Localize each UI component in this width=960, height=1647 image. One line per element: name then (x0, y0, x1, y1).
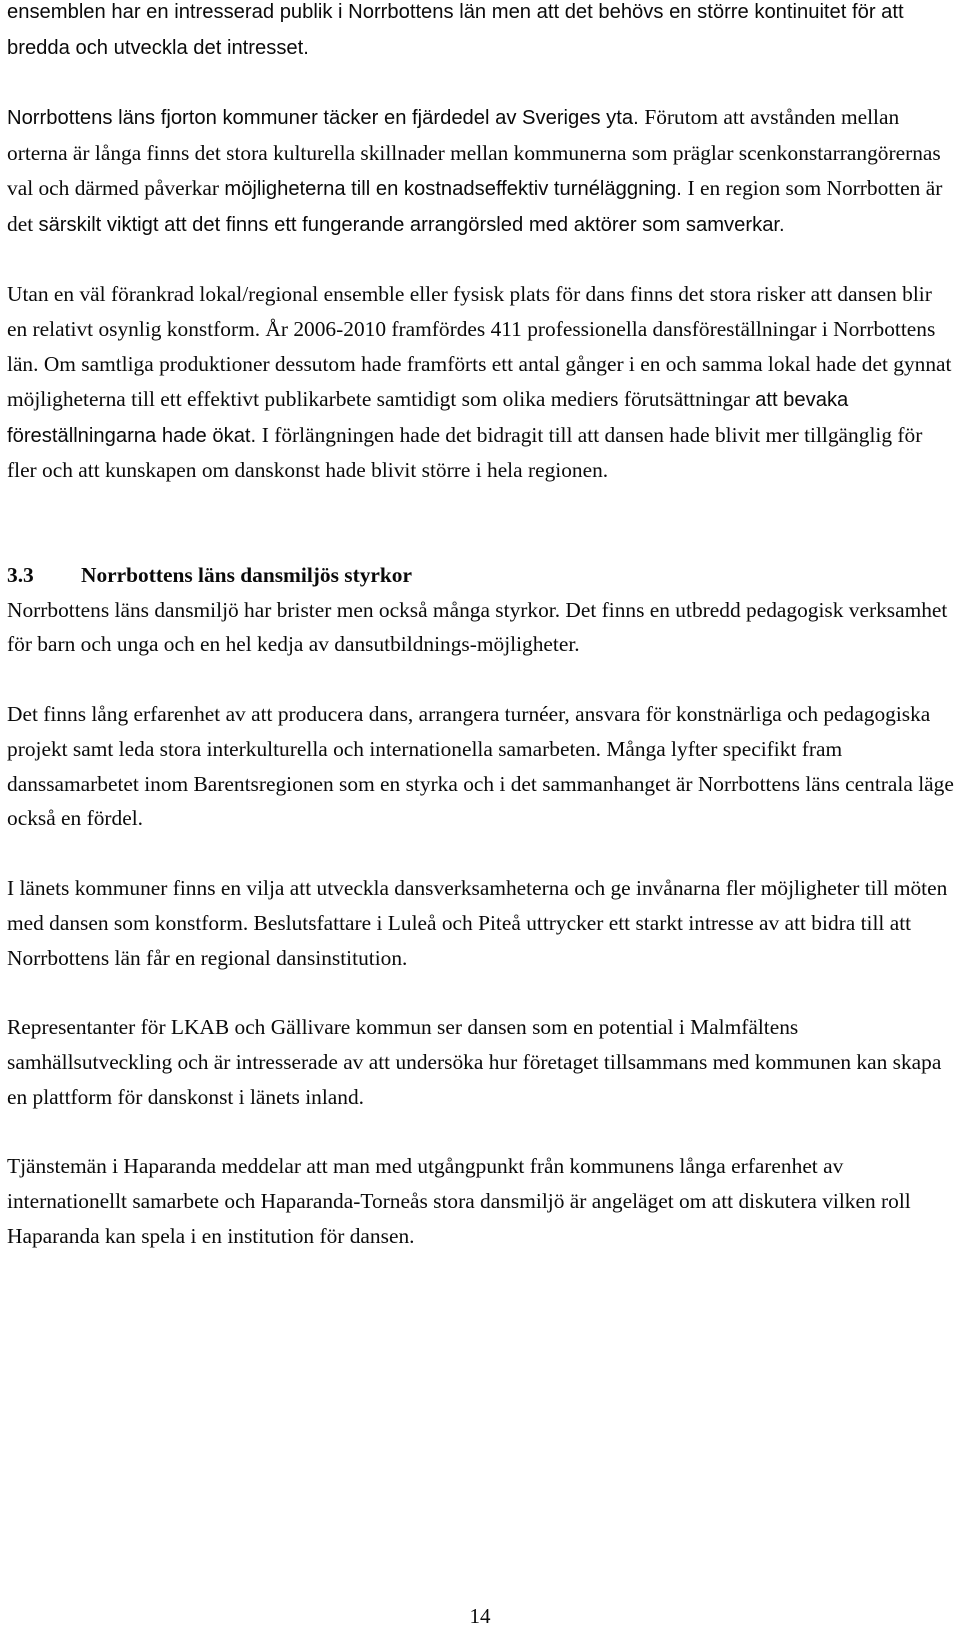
paragraph-local-ensemble (7, 277, 955, 488)
paragraph-geography (7, 100, 955, 242)
paragraph-text: möjligheterna till en kostnadseffektiv turnéläggning. (224, 177, 688, 200)
paragraph-text: Utan en väl förankrad lokal/regional ensemble eller fysisk plats för dans finns det stora risker att dansen blir en relativt osynlig konstform. År 2006-2010 framfördes 411 professionella dansföreställningar i Norrbottens län. Om samtliga produktioner dessutom hade framförts ett antal gånger i en och samma lokal hade det gynnat möjligheterna till ett effektivt publikarbete samtidigt som olika mediers förutsättningar (7, 282, 952, 411)
page-number: 14 (469, 1604, 491, 1628)
paragraph-text: att bevaka föreställningarna hade ökat. (7, 388, 849, 447)
paragraph-experience (7, 697, 955, 836)
paragraph-strengths-intro (7, 593, 955, 663)
paragraph-text: I förlängningen hade det bidragit till att dansen hade blivit mer tillgänglig för fler och att kunskapen om danskonst hade blivit större i hela regionen. (7, 422, 923, 483)
section-title: Norrbottens läns dansmiljös styrkor (81, 562, 412, 587)
paragraph-text: särskilt viktigt att det finns ett fungerande arrangörsled med aktörer som samverkar. (38, 213, 785, 236)
paragraph-municipal-will (7, 871, 955, 975)
paragraph-text: Representanter för LKAB och Gällivare kommun ser dansen som en potential i Malmfältens samhällsutveckling och är intresserade av att undersöka hur företaget tillsammans med kommunen kan skapa en plattform för danskonst i länets inland. (7, 1015, 942, 1109)
section-number: 3.3 (7, 562, 34, 587)
paragraph-ensemble-continuity (7, 0, 955, 66)
paragraph-haparanda (7, 1149, 955, 1253)
paragraph-text: Förutom att avstånden mellan orterna är långa finns det stora kulturella skillnader mellan kommunerna som präglar scenkonstarrangörernas val och därmed påverkar (7, 105, 941, 200)
paragraph-text: I en region som Norrbotten är det (7, 175, 943, 236)
paragraph-lkab-gallivare (7, 1010, 955, 1114)
section-heading (7, 558, 955, 593)
paragraph-text: I länets kommuner finns en vilja att utveckla dansverksamheterna och ge invånarna fler möjligheter till möten med dansen som konstform. Beslutsfattare i Luleå och Piteå uttrycker ett starkt intresse av att bidra till att Norrbottens län får en regional dansinstitution. (7, 875, 948, 970)
paragraph-text: Det finns lång erfarenhet av att producera dans, arrangera turnéer, ansvara för konstnärliga och pedagogiska projekt samt leda stora interkulturella och internationella samarbeten. Många lyfter specifikt fram danssamarbetet inom Barentsregionen som en styrka och i det sammanhanget är Norrbottens läns centrala läge också en fördel. (7, 701, 954, 831)
document-page (7, 0, 955, 1288)
paragraph-text: Tjänstemän i Haparanda meddelar att man med utgångpunkt från kommunens långa erfarenhet av internationellt samarbete och Haparanda-Torneås stora dansmiljö är angeläget om att diskutera vilken roll Haparanda kan spela i en institution för dansen. (7, 1154, 911, 1248)
paragraph-text: Norrbottens läns dansmiljö har brister men också många styrkor. Det finns en utbredd pedagogisk verksamhet för barn och unga och en hel kedja av dansutbildnings-möjligheter. (7, 597, 948, 657)
paragraph-text: Norrbottens läns fjorton kommuner täcker en fjärdedel av Sveriges yta. (7, 107, 645, 130)
paragraph-text: ensemblen har en intresserad publik i Norrbottens län men att det behövs en större kontinuitet för att bredda och utveckla det intresset. (7, 1, 904, 59)
